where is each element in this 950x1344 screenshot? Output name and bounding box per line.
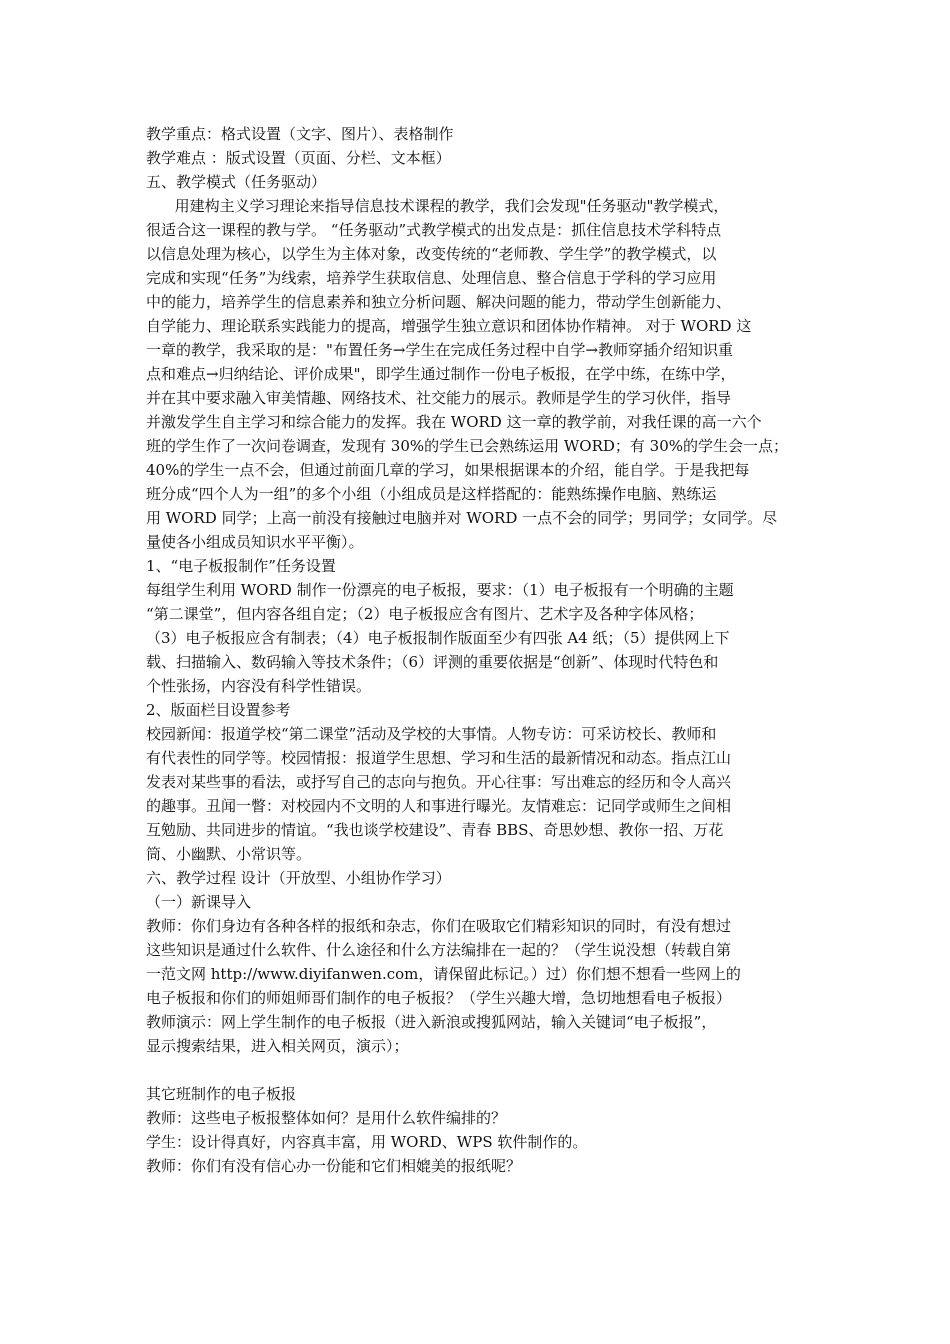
dialogue-line: 教师：你们有没有信心办一份能和它们相媲美的报纸呢？ bbox=[146, 1157, 522, 1175]
paragraph-line: （3）电子板报应含有制表；（4）电子板报制作版面至少有四张 A4 纸；（5）提供网上下 bbox=[146, 629, 730, 647]
key-points-line: 教学重点：格式设置（文字、图片）、表格制作 bbox=[146, 125, 454, 143]
paragraph-line: 互勉励、共同进步的情谊。“我也谈学校建设”、青春 BBS、奇思妙想、教你一招、万花 bbox=[146, 821, 724, 839]
difficulties-line: 教学难点 ：版式设置（页面、分栏、文本框） bbox=[146, 149, 451, 167]
paragraph-line: 有代表性的同学等。校园情报：报道学生思想、学习和生活的最新情况和动态。指点江山 bbox=[146, 749, 732, 767]
paragraph-line: 个性张扬，内容没有科学性错误。 bbox=[146, 677, 372, 695]
paragraph-line: 自学能力、理论联系实践能力的提高，增强学生独立意识和团体协作精神。 对于 WORD 这 bbox=[146, 317, 752, 335]
section-heading-teaching-process: 六、教学过程 设计（开放型、小组协作学习） bbox=[146, 869, 451, 887]
paragraph-line: 班分成“四个人为一组”的多个小组（小组成员是这样搭配的：能熟练操作电脑、熟练运 bbox=[146, 485, 717, 503]
paragraph-line: 每组学生利用 WORD 制作一份漂亮的电子板报，要求：（1）电子板报有一个明确的主题 bbox=[146, 581, 734, 599]
paragraph-line: 教师演示：网上学生制作的电子板报（进入新浪或搜狐网站，输入关键词“电子板报”， bbox=[146, 1013, 717, 1031]
subheading-layout-reference: 2、版面栏目设置参考 bbox=[146, 701, 291, 719]
blank-line bbox=[146, 1058, 808, 1082]
paragraph-line: 发表对某些事的看法，或抒写自己的志向与抱负。开心往事：写出难忘的经历和令人高兴 bbox=[146, 773, 732, 791]
paragraph-line: 一范文网 http://www.diyifanwen.com，请保留此标记。）过）你们想不想看一些网上的 bbox=[146, 965, 741, 983]
paragraph-line: 用 WORD 同学；上高一前没有接触过电脑并对 WORD 一点不会的同学；男同学；女同学。尽 bbox=[146, 509, 778, 527]
paragraph-line: 显示搜索结果，进入相关网页，演示）； bbox=[146, 1037, 409, 1055]
paragraph-line: “第二课堂”，但内容各组自定；（2）电子板报应含有图片、艺术字及各种字体风格； bbox=[146, 605, 704, 623]
paragraph-line: 40%的学生一点不会，但通过前面几章的学习，如果根据课本的介绍，能自学。于是我把每 bbox=[146, 461, 750, 479]
paragraph-line: 以信息处理为核心，以学生为主体对象，改变传统的“老师教、学生学”的教学模式，以 bbox=[146, 245, 717, 263]
dialogue-line: 学生：设计得真好，内容真丰富，用 WORD、WPS 软件制作的。 bbox=[146, 1133, 588, 1151]
dialogue-line: 教师：这些电子板报整体如何？是用什么软件编排的？ bbox=[146, 1109, 507, 1127]
paragraph-line: 并激发学生自主学习和综合能力的发挥。我在 WORD 这一章的教学前，对我任课的高一六个 bbox=[146, 413, 762, 431]
paragraph-line: 的趣事。丑闻一瞥：对校园内不文明的人和事进行曝光。友情难忘：记同学或师生之间相 bbox=[146, 797, 732, 815]
paragraph-line: 这些知识是通过什么软件、什么途径和什么方法编排在一起的？（学生说没想（转载自第 bbox=[146, 941, 732, 959]
paragraph-line: 其它班制作的电子板报 bbox=[146, 1085, 297, 1103]
paragraph-line: 很适合这一课程的教与学。 “任务驱动”式教学模式的出发点是：抓住信息技术学科特点 bbox=[146, 221, 722, 239]
paragraph-line: 点和难点→归纳结论、评价成果"，即学生通过制作一份电子板报，在学中练，在练中学， bbox=[146, 365, 736, 383]
paragraph-line: 一章的教学，我采取的是："布置任务→学生在完成任务过程中自学→教师穿插介绍知识重 bbox=[146, 341, 734, 359]
paragraph-line: 载、扫描输入、数码输入等技术条件；（6）评测的重要依据是“创新”、体现时代特色和 bbox=[146, 653, 719, 671]
paragraph-line: 校园新闻：报道学校“第二课堂”活动及学校的大事情。人物专访：可采访校长、教师和 bbox=[146, 725, 717, 743]
subheading-task-setting: 1、“电子板报制作”任务设置 bbox=[146, 557, 336, 575]
paragraph-line: 并在其中要求融入审美情趣、网络技术、社交能力的展示。教师是学生的学习伙伴，指导 bbox=[146, 389, 732, 407]
paragraph-line: 班的学生作了一次问卷调查，发现有 30%的学生已会熟练运用 WORD；有 30%的学生会一点； bbox=[146, 437, 789, 455]
document-page bbox=[146, 122, 808, 1178]
paragraph-line: 完成和实现“任务”为线索，培养学生获取信息、处理信息、整合信息于学科的学习应用 bbox=[146, 269, 717, 287]
section-heading-teaching-mode: 五、教学模式（任务驱动） bbox=[146, 173, 327, 191]
paragraph-line: 教师：你们身边有各种各样的报纸和杂志，你们在吸取它们精彩知识的同时，有没有想过 bbox=[146, 917, 732, 935]
paragraph-line: 用建构主义学习理论来指导信息技术课程的教学，我们会发现"任务驱动"教学模式， bbox=[146, 197, 729, 215]
paragraph-line: 电子板报和你们的师姐师哥们制作的电子板报？（学生兴趣大增，急切地想看电子板报） bbox=[146, 989, 732, 1007]
paragraph-line: 量使各小组成员知识水平平衡）。 bbox=[146, 533, 364, 551]
paragraph-line: 筒、小幽默、小常识等。 bbox=[146, 845, 312, 863]
paragraph-line: 中的能力，培养学生的信息素养和独立分析问题、解决问题的能力，带动学生创新能力、 bbox=[146, 293, 732, 311]
subheading-lesson-intro: （一）新课导入 bbox=[146, 893, 252, 911]
